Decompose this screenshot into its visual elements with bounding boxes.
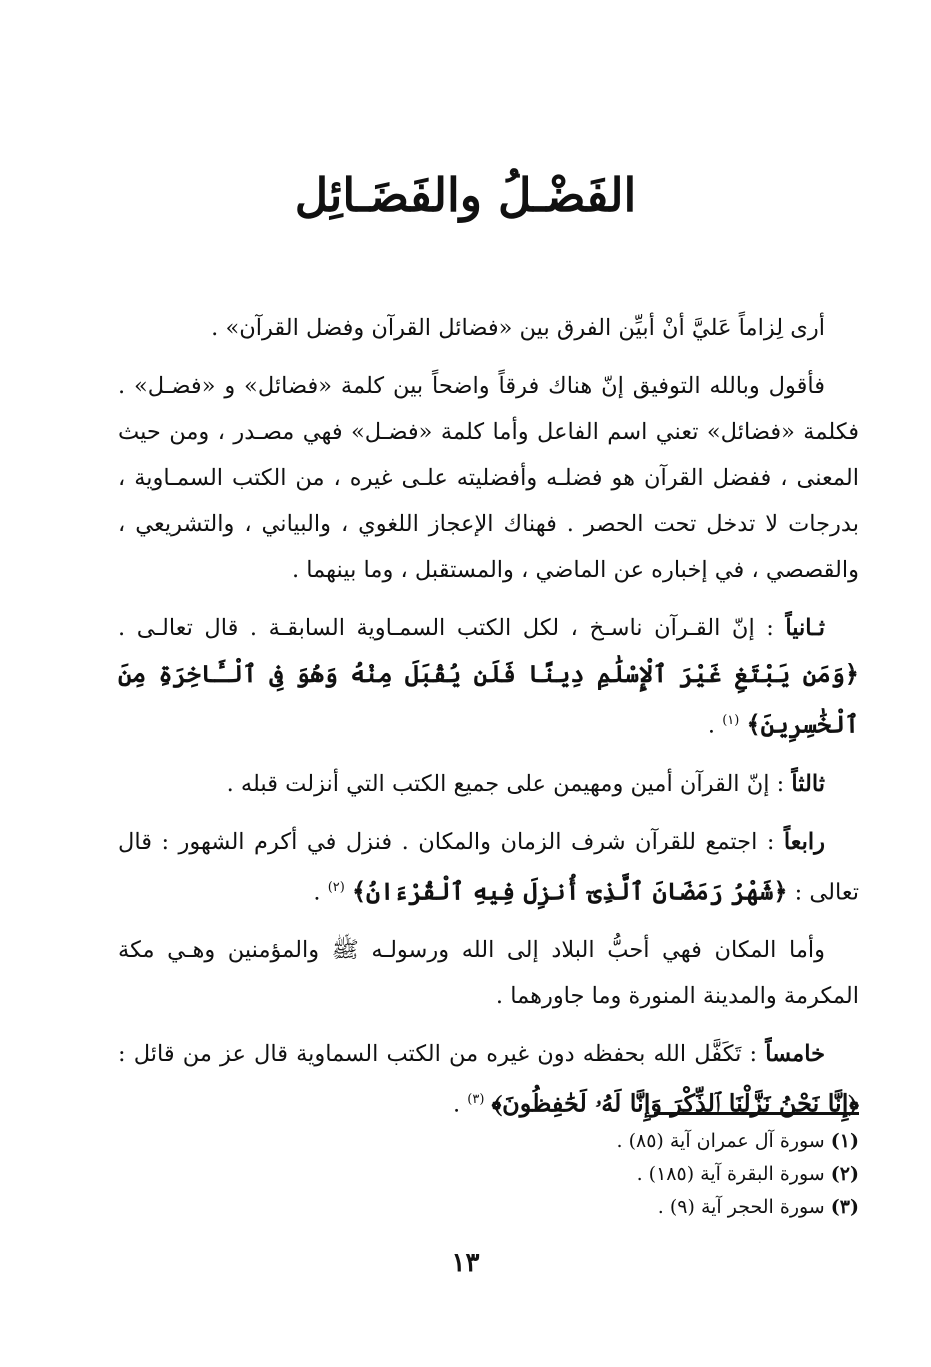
paragraph-fourth — [118, 819, 859, 916]
footnote-text: سورة البقرة آية (١٨٥) . — [636, 1163, 825, 1185]
point-label-third: ثالثاً — [791, 770, 825, 797]
point-text-third: : إنّ القرآن أمين ومهيمن على جميع الكتب التي أنزلت قبله . — [226, 770, 785, 797]
point-text-second: : إنّ القـرآن ناسـخ ، لكل الكتب السمـاوية السابقـة . قال تعالـى . — [118, 615, 774, 641]
paragraph-second — [118, 605, 859, 749]
footnote-divider — [654, 1112, 859, 1115]
footnotes — [617, 1125, 860, 1224]
body-text — [118, 305, 859, 1128]
footnote-number: (٣) — [830, 1196, 859, 1218]
footnote-ref-3: (٣) — [467, 1092, 485, 1107]
sentence-end-3: . — [452, 1091, 461, 1118]
point-text-fifth: : تَكَفَّل الله بحفظه دون غيره من الكتب السماوية قال عز من قائل : — [118, 1041, 758, 1067]
footnote-item — [617, 1191, 860, 1224]
footnote-number: (١) — [830, 1130, 859, 1152]
paragraph-third — [118, 761, 859, 807]
paragraph-intro: أرى لِزاماً عَليَّ أنْ أبيِّن الفرق بين «فضائل القرآن وفضل القرآن» . — [211, 315, 825, 341]
quran-verse-3: ﴿إِنَّا نَحْنُ نَزَّلْنَا ٱلذِّكْرَ وَإِنَّا لَهُۥ لَحَٰفِظُونَ﴾ — [491, 1088, 859, 1118]
point-label-fifth: خامساً — [765, 1041, 825, 1067]
page-number: ١٣ — [451, 1248, 480, 1278]
footnote-text: سورة الحجر آية (٩) . — [657, 1196, 825, 1218]
sentence-end-1: . — [707, 712, 716, 739]
chapter-title: الفَضْـلُ والفَضَـائِل — [294, 168, 637, 222]
paragraph-difference: فأقول وبالله التوفيق إنّ هناك فرقاً واضحاً بين كلمة «فضائل» و «فضـل» . فكلمة «فضائل» تعني اسم الفاعل وأما كلمة «فضـل» فهي مصـدر ، ومن حيث المعنى ، ففضل القرآن هو فضلـه وأفضليته علـى غيره ، من الكتب السمـاوية ، بدرجات لا تدخل تحت الحصر . فهناك الإعجاز اللغوي ، والبياني ، والتشريعي ، والقصصي ، في إخباره عن الماضي ، والمستقبل ، وما بينهما . — [118, 373, 859, 583]
paragraph-place: وأما المكان فهي أحبُّ البلاد إلى الله ورسولـه ﷺ والمؤمنين وهـي مكة المكرمة والمدينة المنورة وما جاورهما . — [118, 937, 859, 1009]
point-label-second: ثـانياً — [785, 615, 825, 641]
footnote-number: (٢) — [830, 1163, 859, 1185]
footnote-item — [617, 1125, 860, 1158]
quran-verse-2: ﴿شَهْرُ رَمَضَانَ ٱلَّذِىٓ أُنزِلَ فِيهِ ٱلْقُرْءَانُ﴾ — [351, 876, 788, 905]
quran-verse-1: ﴿وَمَن يَبْتَغِ غَيْرَ ٱلْإِسْلَٰمِ دِينًا فَلَن يُقْبَلَ مِنْهُ وَهُوَ فِى ٱلْـَٔاخِرَةِ مِنَ ٱلْخَٰسِرِينَ﴾ — [118, 659, 859, 739]
footnote-ref-2: (٢) — [327, 879, 345, 895]
point-text-fourth: : اجتمع للقرآن شرف الزمان والمكان . فنزل في أكرم الشهور : قال تعالى : — [118, 828, 859, 905]
footnote-item — [617, 1158, 860, 1191]
sentence-end-2: . — [313, 879, 321, 905]
footnote-ref-1: (١) — [722, 713, 740, 728]
point-label-fourth: رابعاً — [783, 828, 825, 855]
footnote-text: سورة آل عمران آية (٨٥) . — [616, 1130, 825, 1152]
